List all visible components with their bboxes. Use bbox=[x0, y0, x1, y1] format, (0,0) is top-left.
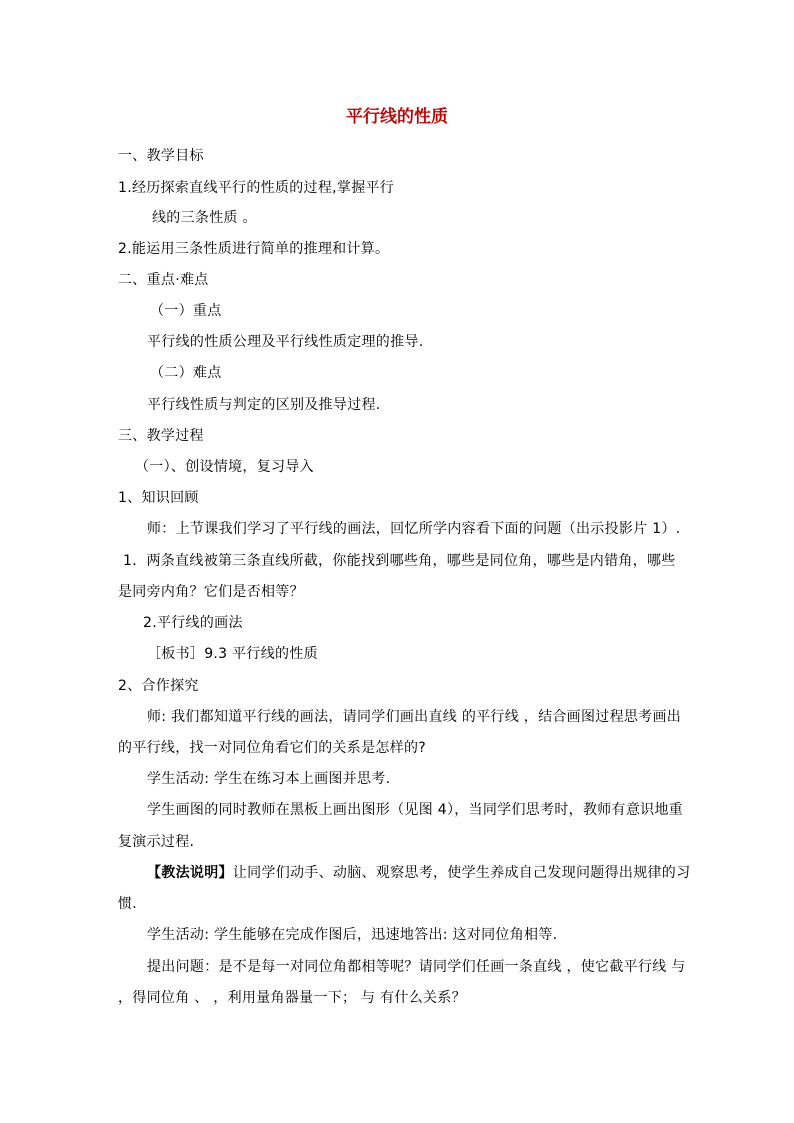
student-activity-1: 学生活动: 学生在练习本上画图并思考. bbox=[147, 771, 391, 787]
review-question-1-continued: 是同旁内角？它们是否相等？ bbox=[118, 584, 304, 600]
heading-review: 1、知识回顾 bbox=[118, 490, 199, 506]
method-note-text: 让同学们动手、动脑、观察思考，使学生养成自己发现问题得出规律的习 bbox=[232, 865, 691, 881]
method-note bbox=[147, 863, 690, 883]
review-teacher-text: 师：上节课我们学习了平行线的画法，回忆所学内容看下面的问题（出示投影片 1）. bbox=[147, 521, 681, 537]
method-note-continued: 惯. bbox=[118, 896, 138, 912]
method-note-label: 【教法说明】 bbox=[147, 865, 233, 881]
board-note: ［板书］9.3 平行线的性质 bbox=[147, 646, 318, 662]
heading-cooperation: 2、合作探究 bbox=[118, 678, 199, 694]
subheading-difficulty: （二）难点 bbox=[150, 365, 222, 381]
teacher-drawing-text-continued: 复演示过程. bbox=[118, 834, 195, 850]
objective-1-continued: 线的三条性质 。 bbox=[152, 210, 257, 226]
teacher-drawing-text: 学生画图的同时教师在黑板上画出图形（见图 4），当同学们思考时，教师有意识地重 bbox=[147, 802, 684, 818]
question-text-continued: ，得同位角 、 ，利用量角器量一下； 与 有什么关系？ bbox=[118, 990, 466, 1006]
review-question-2: 2.平行线的画法 bbox=[143, 615, 243, 631]
difficulty-text: 平行线性质与判定的区别及推导过程. bbox=[147, 397, 381, 413]
section-heading-objectives: 一、教学目标 bbox=[118, 148, 204, 164]
document-title: 平行线的性质 bbox=[346, 107, 448, 127]
key-point-text: 平行线的性质公理及平行线性质定理的推导. bbox=[147, 334, 424, 350]
objective-1: 1.经历探索直线平行的性质的过程,掌握平行 bbox=[118, 180, 395, 196]
section-heading-key-points: 二、重点·难点 bbox=[118, 272, 209, 288]
student-activity-2: 学生活动: 学生能够在完成作图后，迅速地答出: 这对同位角相等. bbox=[147, 927, 558, 943]
subheading-key-point: （一）重点 bbox=[150, 303, 222, 319]
cooperation-teacher-text-continued: 的平行线，找一对同位角看它们的关系是怎样的? bbox=[118, 740, 427, 756]
question-text: 提出问题：是不是每一对同位角都相等呢？请同学们任画一条直线 ，使它截平行线 与 bbox=[147, 959, 686, 975]
subheading-intro: （一）、创设情境，复习导入 bbox=[135, 459, 314, 475]
review-question-1: 1．两条直线被第三条直线所截，你能找到哪些角，哪些是同位角，哪些是内错角，哪些 bbox=[123, 553, 676, 569]
cooperation-teacher-text: 师: 我们都知道平行线的画法，请同学们画出直线 的平行线 ，结合画图过程思考画出 bbox=[147, 709, 682, 725]
section-heading-process: 三、教学过程 bbox=[118, 428, 204, 444]
objective-2: 2.能运用三条性质进行简单的推理和计算。 bbox=[118, 241, 390, 257]
